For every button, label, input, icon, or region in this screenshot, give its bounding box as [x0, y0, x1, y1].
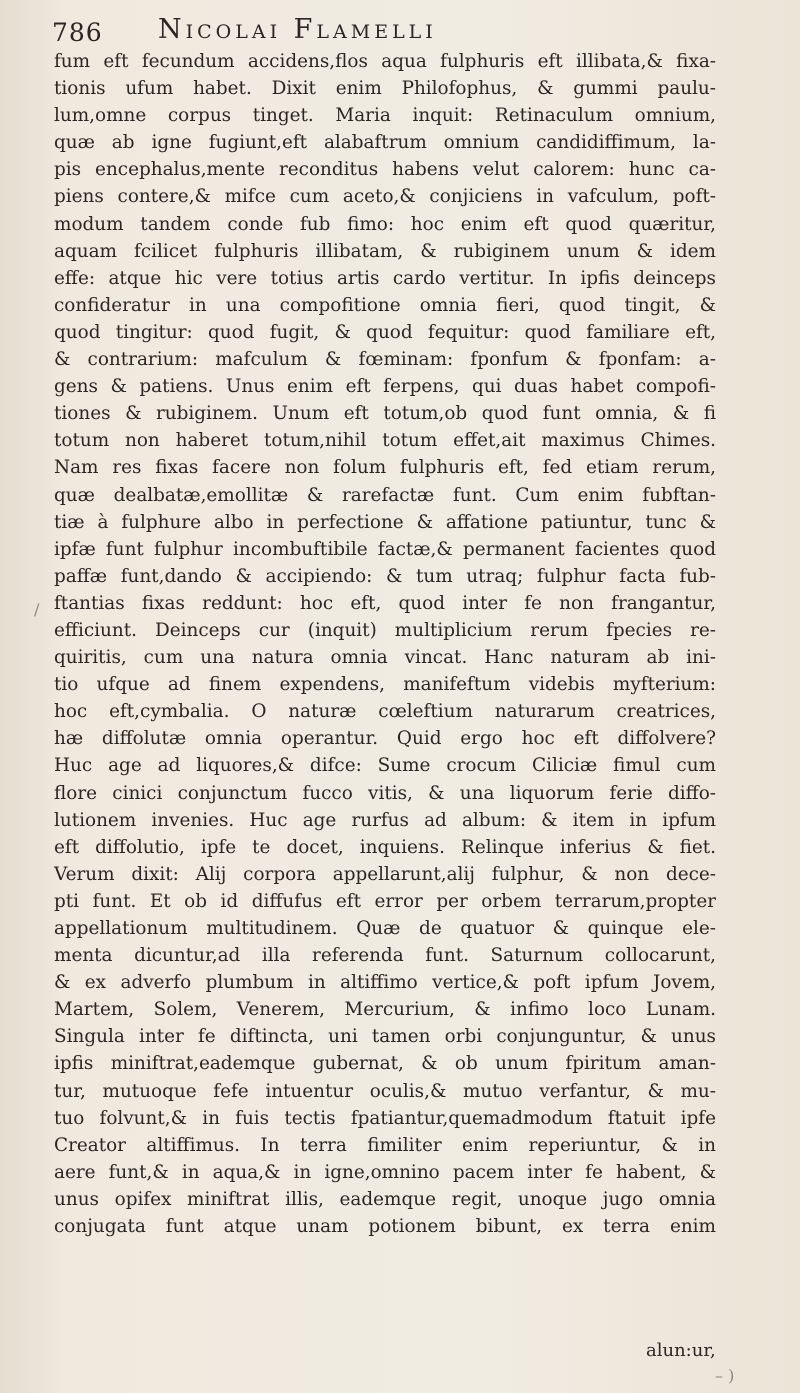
text-line: Singula inter fe diftincta, uni tamen orbi conjunguntur, & unus: [54, 1026, 716, 1048]
text-line: Nam res fixas facere non folum fulphuris eft, fed etiam rerum,: [54, 457, 716, 479]
text-line: Huc age ad liquores,& difce: Sume crocum Ciliciæ fimul cum: [54, 755, 716, 777]
text-line: quod tingitur: quod fugit, & quod fequitur: quod familiare eft,: [54, 321, 716, 343]
text-line: pis encephalus,mente reconditus habens velut calorem: hunc ca-: [54, 159, 716, 181]
text-line: ftantias fixas reddunt: hoc eft, quod inter fe non frangantur,: [54, 592, 716, 614]
text-line: gens & patiens. Unus enim eft ferpens, qui duas habet compofi-: [54, 376, 716, 398]
margin-mark: /: [34, 600, 40, 619]
text-line: hæ diffolutæ omnia operantur. Quid ergo hoc eft diffolvere?: [54, 728, 716, 750]
text-line: paffæ funt,dando & accipiendo: & tum utraq; fulphur facta fub-: [54, 565, 716, 587]
text-line: Martem, Solem, Venerem, Mercurium, & infimo loco Lunam.: [54, 999, 716, 1021]
text-line: hoc eft,cymbalia. O naturæ cœleftium naturarum creatrices,: [54, 701, 716, 723]
text-line: tio ufque ad finem expendens, manifeftum videbis myfterium:: [54, 674, 716, 696]
text-line: totum non haberet totum,nihil totum effet,ait maximus Chimes.: [54, 430, 716, 452]
text-line: unus opifex miniftrat illis, eademque regit, unoque jugo omnia: [54, 1188, 716, 1210]
text-line: modum tandem conde fub fimo: hoc enim eft quod quæritur,: [54, 213, 716, 235]
text-line: tiones & rubiginem. Unum eft totum,ob quod funt omnia, & fi: [54, 403, 716, 425]
text-line: quiritis, cum una natura omnia vincat. Hanc naturam ab ini-: [54, 647, 716, 669]
text-line: eft diffolutio, ipfe te docet, inquiens. Relinque inferius & fiet.: [54, 836, 716, 858]
catchword: alun:ur,: [646, 1340, 716, 1361]
margin-mark: – ): [715, 1366, 735, 1385]
text-line: tionis ufum habet. Dixit enim Philofophus, & gummi paulu-: [54, 78, 716, 100]
text-line: menta dicuntur,ad illa referenda funt. Saturnum collocarunt,: [54, 945, 716, 967]
text-line: lutionem invenies. Huc age rurfus ad album: & item in ipfum: [54, 809, 716, 831]
running-head: Nicolai Flamelli: [158, 14, 437, 45]
text-line: confideratur in una compofitione omnia fieri, quod tingit, &: [54, 294, 716, 316]
text-line: appellationum multitudinem. Quæ de quatuor & quinque ele-: [54, 918, 716, 939]
text-line: ipfæ funt fulphur incombuftibile factæ,& permanent facientes quod: [54, 538, 716, 560]
text-line: Creator altiffimus. In terra fimiliter enim reperiuntur, & in: [54, 1134, 716, 1156]
page-number: 786: [52, 18, 103, 47]
text-line: tur, mutuoque fefe intuentur oculis,& mutuo verfantur, & mu-: [54, 1080, 716, 1102]
text-line: & contrarium: mafculum & fœminam: fponfum & fponfam: a-: [54, 349, 716, 371]
text-line: & ex adverfo plumbum in altiffimo vertice,& poft ipfum Jovem,: [54, 972, 716, 994]
text-line: flore cinici conjunctum fucco vitis, & una liquorum ferie diffo-: [54, 782, 716, 804]
text-line: quæ ab igne fugiunt,eft alabaftrum omnium candidiffimum, la-: [54, 132, 716, 154]
text-line: tuo folvunt,& in fuis tectis fpatiantur,quemadmodum ftatuit ipfe: [54, 1107, 716, 1129]
text-line: fum eft fecundum accidens,flos aqua fulphuris eft illibata,& fixa-: [54, 51, 716, 72]
text-line: aquam fcilicet fulphuris illibatam, & rubiginem unum & idem: [54, 240, 716, 262]
text-line: quæ dealbatæ,emollitæ & rarefactæ funt. Cum enim fubftan-: [54, 484, 716, 506]
text-line: ipfis miniftrat,eademque gubernat, & ob unum fpiritum aman-: [54, 1053, 716, 1075]
text-line: conjugata funt atque unam potionem bibunt, ex terra enim: [54, 1216, 716, 1238]
text-line: pti funt. Et ob id diffufus eft error per orbem terrarum,propter: [54, 890, 716, 912]
text-line: piens contere,& mifce cum aceto,& conjiciens in vafculum, poft-: [54, 186, 716, 208]
body-text: [54, 48, 716, 1240]
text-line: tiæ à fulphure albo in perfectione & affatione patiuntur, tunc &: [54, 511, 716, 533]
text-line: effe: atque hic vere totius artis cardo vertitur. In ipfis deinceps: [54, 267, 716, 289]
text-line: Verum dixit: Alij corpora appellarunt,alij fulphur, & non dece-: [54, 863, 716, 885]
text-line: aere funt,& in aqua,& in igne,omnino pacem inter fe habent, &: [54, 1161, 716, 1183]
text-line: lum,omne corpus tinget. Maria inquit: Retinaculum omnium,: [54, 105, 716, 127]
text-line: efficiunt. Deinceps cur (inquit) multiplicium rerum fpecies re-: [54, 619, 716, 641]
